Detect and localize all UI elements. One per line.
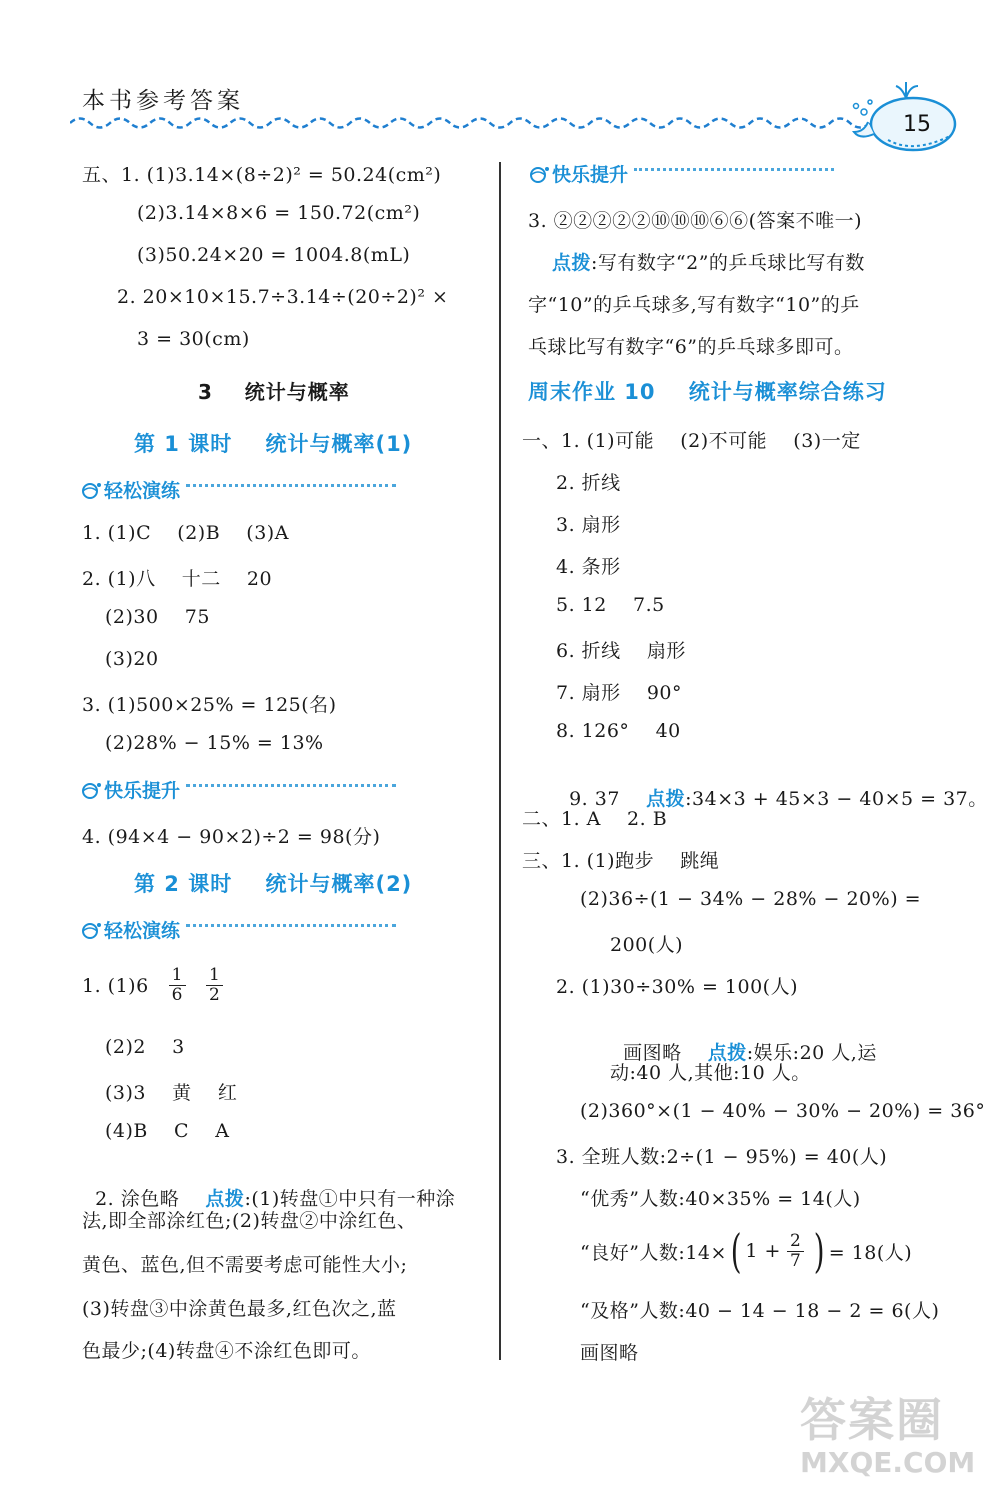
right-line: 4. 条形 <box>556 556 621 578</box>
hint-label: 点拨 <box>646 788 686 810</box>
fraction <box>169 966 186 1005</box>
section-tag <box>80 476 396 503</box>
left-line: 法,即全部涂红色;(2)转盘②中涂红色、 <box>82 1210 417 1232</box>
left-line: (3)20 <box>105 648 159 670</box>
fraction-numerator: 1 <box>206 966 223 986</box>
line-text: :34×3 + 45×3 − 40×5 = 37。 <box>685 788 988 810</box>
ball-icon <box>80 481 102 499</box>
left-line: (3)3 黄 红 <box>105 1082 238 1104</box>
chapter-title: 3 统计与概率 <box>198 380 350 404</box>
left-line: 五、1. (1)3.14×(8÷2)² = 50.24(cm²) <box>82 164 442 186</box>
section-tag-label: 轻松演练 <box>104 480 181 502</box>
ball-icon <box>80 921 102 939</box>
right-line: 3. 全班人数:2÷(1 − 95%) = 40(人) <box>556 1146 888 1168</box>
watermark-logo: 答案圈 <box>800 1393 944 1447</box>
dotted-rule <box>186 784 396 795</box>
watermark <box>800 1384 975 1479</box>
line-text: :娱乐:20 人,运 <box>746 1042 877 1064</box>
left-line: 色最少;(4)转盘④不涂红色即可。 <box>82 1340 371 1362</box>
left-line: (2)2 3 <box>105 1036 185 1058</box>
right-line: 2. 折线 <box>556 472 621 494</box>
right-line: “优秀”人数:40×35% = 14(人) <box>580 1188 861 1210</box>
line-text: 9. 37 <box>569 788 647 810</box>
line-text: :写有数字“2”的乒乓球比写有数 <box>591 252 865 274</box>
lesson-title: 第 2 课时 统计与概率(2) <box>134 872 413 896</box>
line-text: “良好”人数:14× <box>580 1241 727 1264</box>
left-line: (3)转盘③中涂黄色最多,红色次之,蓝 <box>82 1298 397 1320</box>
fraction <box>206 966 223 1005</box>
right-line: 200(人) <box>610 934 684 956</box>
line-text: = 18(人) <box>828 1241 913 1264</box>
section-tag-label: 轻松演练 <box>104 920 181 942</box>
section-tag <box>80 916 396 943</box>
right-line: 7. 扇形 90° <box>556 682 683 704</box>
right-line: “及格”人数:40 − 14 − 18 − 2 = 6(人) <box>580 1300 940 1322</box>
fraction-denominator: 7 <box>789 1250 802 1271</box>
right-paren: ) <box>813 1224 826 1278</box>
right-line: 5. 12 7.5 <box>556 594 665 616</box>
wavy-header-line <box>70 112 900 134</box>
section-tag <box>528 160 834 187</box>
dotted-rule <box>634 168 834 179</box>
hint-label: 点拨 <box>707 1042 747 1064</box>
section-tag-label: 快乐提升 <box>104 780 181 802</box>
right-line: 6. 折线 扇形 <box>556 640 686 662</box>
dotted-rule <box>186 484 396 495</box>
column-divider <box>499 162 501 1360</box>
right-line: 三、1. (1)跑步 跳绳 <box>522 850 720 872</box>
left-line: 黄色、蓝色,但不需要考虑可能性大小; <box>82 1254 408 1276</box>
fraction-denominator: 2 <box>209 985 221 1005</box>
left-line: 3. (1)500×25% = 125(名) <box>82 694 337 716</box>
left-line: 4. (94×4 − 90×2)÷2 = 98(分) <box>82 826 381 848</box>
line-text: 画图略 <box>623 1042 708 1064</box>
lesson-title: 第 1 课时 统计与概率(1) <box>134 432 413 456</box>
left-line: 1. (1)C (2)B (3)A <box>82 522 289 544</box>
fraction-denominator: 6 <box>171 985 183 1005</box>
left-line <box>82 1162 455 1211</box>
right-line: 3. ②②②②②⑩⑩⑩⑥⑥(答案不唯一) <box>528 210 862 232</box>
page-number-badge <box>848 80 958 160</box>
hint-label: 点拨 <box>552 252 592 274</box>
section-tag-label: 快乐提升 <box>552 164 629 186</box>
right-line <box>580 1226 912 1276</box>
left-line <box>82 966 229 1005</box>
right-line: 二、1. A 2. B <box>522 808 668 830</box>
left-line: (2)3.14×8×6 = 150.72(cm²) <box>137 202 421 224</box>
weekend-title: 周末作业 10 统计与概率综合练习 <box>528 380 887 404</box>
right-line: (2)360°×(1 − 40% − 30% − 20%) = 36° <box>580 1100 986 1122</box>
right-line: 8. 126° 40 <box>556 720 681 742</box>
line-text: 2. 涂色略 <box>95 1188 206 1210</box>
fraction-numerator: 2 <box>787 1232 804 1252</box>
right-line: 3. 扇形 <box>556 514 621 536</box>
fraction-numerator: 1 <box>169 966 186 986</box>
left-line: (2)30 75 <box>105 606 210 628</box>
right-line: 一、1. (1)可能 (2)不可能 (3)一定 <box>522 430 861 452</box>
right-line: 乓球比写有数字“6”的乒乓球多即可。 <box>528 336 854 358</box>
page-header-title: 本书参考答案 <box>82 88 244 114</box>
watermark-url: MXQE.COM <box>800 1446 976 1479</box>
left-line: 2. (1)八 十二 20 <box>82 568 273 590</box>
ball-icon <box>80 781 102 799</box>
fraction-line-prefix: 1. (1)6 <box>82 974 149 997</box>
hint-label: 点拨 <box>205 1188 245 1210</box>
right-line: 动:40 人,其他:10 人。 <box>610 1062 811 1084</box>
right-line: 字“10”的乒乓球多,写有数字“10”的乒 <box>528 294 860 316</box>
fraction <box>787 1232 804 1271</box>
ball-icon <box>528 165 550 183</box>
right-line <box>552 248 865 275</box>
dotted-rule <box>186 924 396 935</box>
left-line: (2)28% − 15% = 13% <box>105 732 324 754</box>
line-text: 1 + <box>745 1240 781 1262</box>
section-tag <box>80 776 396 803</box>
left-paren: ( <box>730 1224 742 1278</box>
left-line: (4)B C A <box>105 1120 230 1142</box>
line-text: :(1)转盘①中只有一种涂 <box>244 1188 456 1210</box>
right-line: 画图略 <box>580 1342 639 1364</box>
page-number: 15 <box>903 112 931 137</box>
left-line: (3)50.24×20 = 1004.8(mL) <box>137 244 411 266</box>
right-line: 2. (1)30÷30% = 100(人) <box>556 976 798 998</box>
left-line: 3 = 30(cm) <box>137 328 250 350</box>
right-line: (2)36÷(1 − 34% − 28% − 20%) = <box>580 888 922 910</box>
left-line: 2. 20×10×15.7÷3.14÷(20÷2)² × <box>117 286 449 308</box>
